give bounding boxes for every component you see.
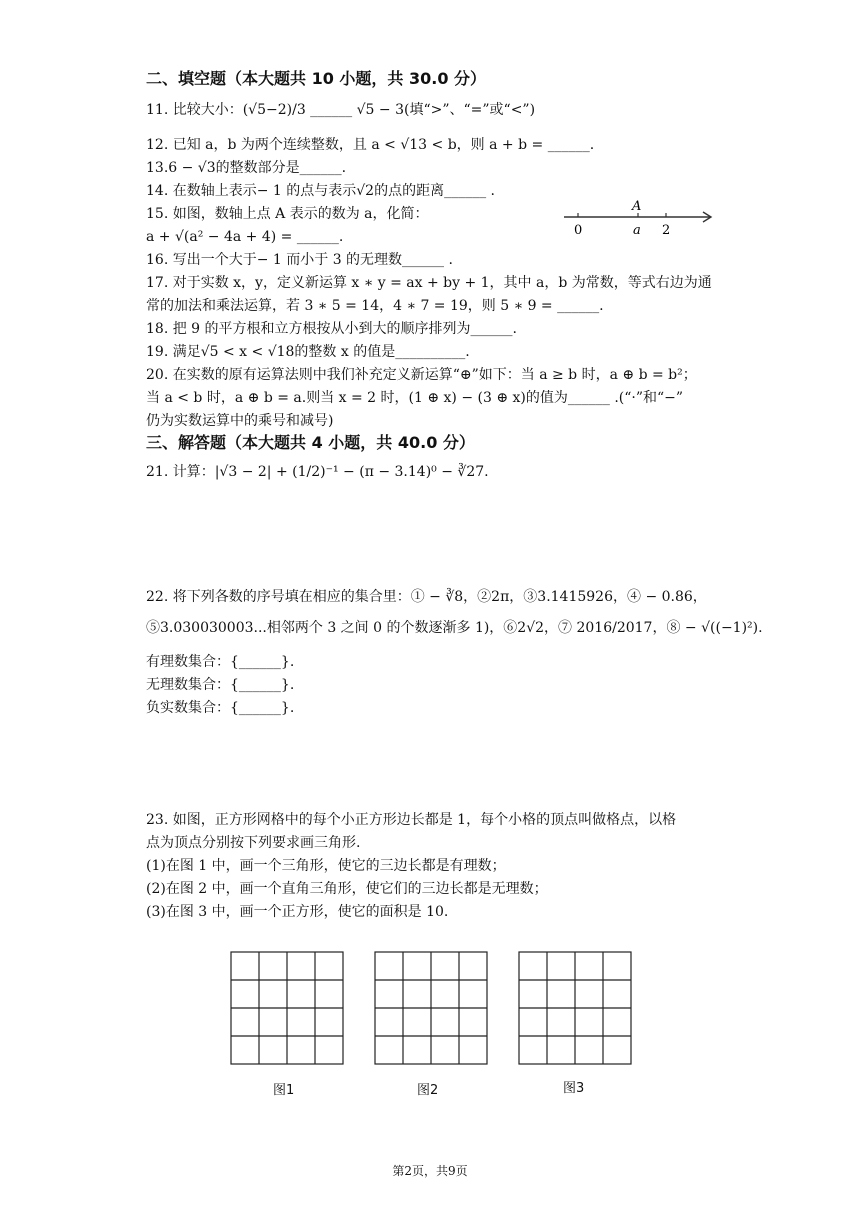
question-22-line2: ⑤3.030030003...相邻两个 3 之间 0 的个数逐渐多 1)，⑥2√2，⑦ 2016/2017，⑧ − √((−1)²).	[146, 620, 763, 636]
grid-figure-1	[230, 951, 346, 1067]
question-20-line3: 仍为实数运算中的乘号和减号)	[146, 413, 334, 429]
question-13: 13.6 − √3的整数部分是______.	[146, 160, 347, 176]
question-23-part3: (3)在图 3 中，画一个正方形，使它的面积是 10.	[146, 904, 449, 920]
label-zero: 0	[574, 223, 583, 238]
figure-1-caption: 图1	[273, 1083, 295, 1098]
question-23-line1: 23. 如图，正方形网格中的每个小正方形边长都是 1，每个小格的顶点叫做格点，以格	[146, 812, 677, 828]
question-21: 21. 计算：|√3 − 2| + (1/2)⁻¹ − (π − 3.14)⁰ − ∛27.	[146, 464, 489, 480]
label-a: a	[633, 223, 641, 238]
rational-set: 有理数集合：{______}.	[146, 654, 295, 670]
question-20-line2: 当 a < b 时，a ⊕ b = a.则当 x = 2 时，(1 ⊕ x) − (3 ⊕ x)的值为______ .(“·”和“−”	[146, 390, 684, 406]
question-23-part1: (1)在图 1 中，画一个三角形，使它的三边长都是有理数；	[146, 858, 506, 874]
label-point-A: A	[632, 199, 642, 214]
question-22-line1: 22. 将下列各数的序号填在相应的集合里：① − ∛8，②2π，③3.1415926，④ − 0.86，	[146, 589, 707, 605]
page-footer: 第2页，共9页	[392, 1164, 468, 1178]
section2-heading: 二、填空题（本大题共 10 小题，共 30.0 分）	[146, 69, 487, 88]
question-18: 18. 把 9 的平方根和立方根按从小到大的顺序排列为______.	[146, 321, 517, 337]
section3-heading: 三、解答题（本大题共 4 小题，共 40.0 分）	[146, 433, 475, 452]
question-19: 19. 满足√5 < x < √18的整数 x 的值是__________.	[146, 344, 470, 360]
question-17-line1: 17. 对于实数 x，y，定义新运算 x ∗ y = ax + by + 1，其中 a，b 为常数，等式右边为通	[146, 275, 712, 291]
question-17-line2: 常的加法和乘法运算，若 3 ∗ 5 = 14，4 ∗ 7 = 19，则 5 ∗ 9 = ______.	[146, 298, 604, 314]
figure-2-caption: 图2	[417, 1083, 439, 1098]
figure-3-caption: 图3	[563, 1081, 585, 1096]
question-23-part2: (2)在图 2 中，画一个直角三角形，使它们的三边长都是无理数；	[146, 881, 548, 897]
question-15-line2: a + √(a² − 4a + 4) = ______.	[146, 229, 344, 245]
question-20-line1: 20. 在实数的原有运算法则中我们补充定义新运算“⊕”如下：当 a ≥ b 时，a ⊕ b = b²；	[146, 367, 697, 383]
label-two: 2	[662, 223, 671, 238]
question-11: 11. 比较大小：(√5−2)/3 ______ √5 − 3(填“>”、“=”或“<”)	[146, 102, 536, 118]
question-15-line1: 15. 如图，数轴上点 A 表示的数为 a，化简：	[146, 206, 429, 222]
irrational-set: 无理数集合：{______}.	[146, 677, 295, 693]
negative-set: 负实数集合：{______}.	[146, 700, 295, 716]
number-line-figure	[560, 196, 720, 240]
question-14: 14. 在数轴上表示− 1 的点与表示√2的点的距离______ .	[146, 183, 495, 199]
question-23-line2: 点为顶点分别按下列要求画三角形.	[146, 835, 361, 851]
question-12: 12. 已知 a，b 为两个连续整数，且 a < √13 < b，则 a + b = ______.	[146, 137, 595, 153]
question-16: 16. 写出一个大于− 1 而小于 3 的无理数______ .	[146, 252, 453, 268]
grid-figure-2	[374, 951, 490, 1067]
grid-figure-3	[518, 951, 634, 1067]
